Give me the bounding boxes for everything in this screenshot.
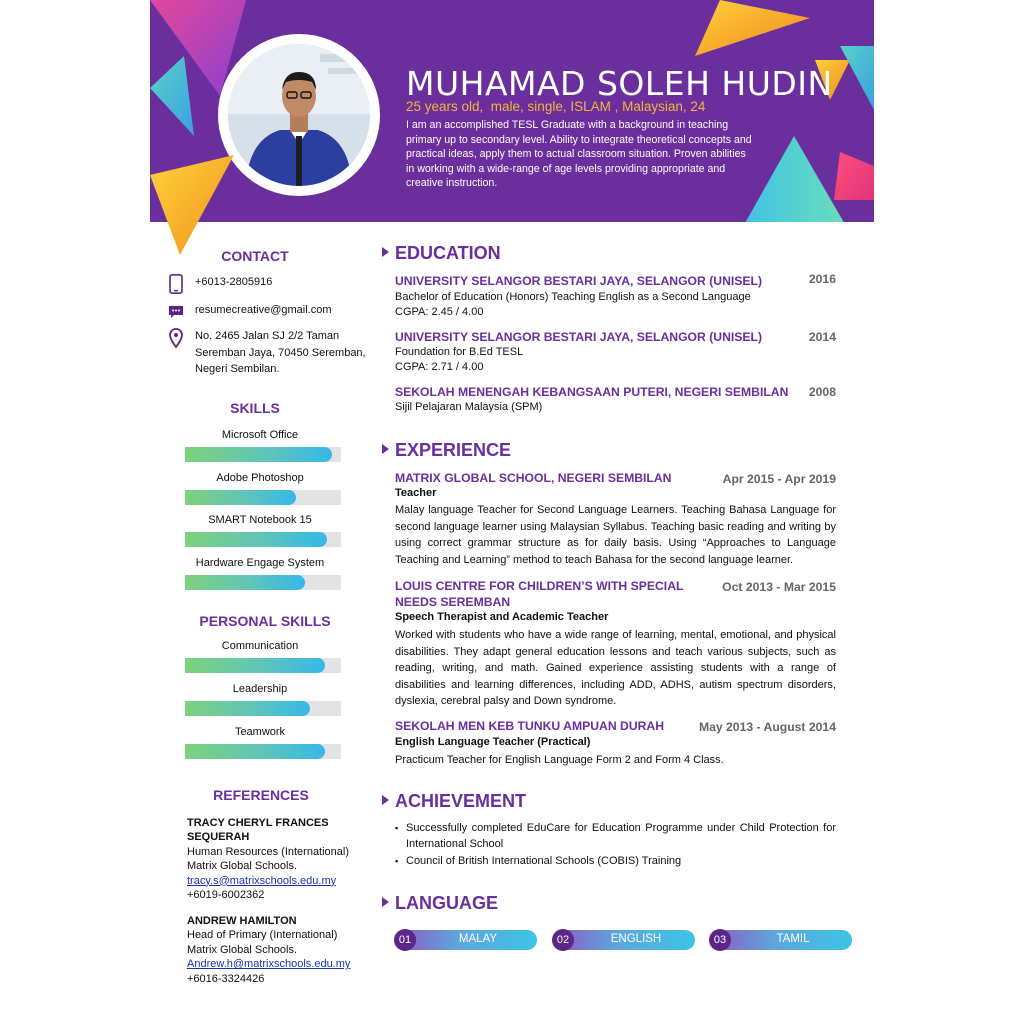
skill-bar <box>185 532 341 547</box>
experience-org: LOUIS CENTRE FOR CHILDREN’S WITH SPECIAL <box>395 579 684 593</box>
experience-org: MATRIX GLOBAL SCHOOL, NEGERI SEMBILAN <box>395 471 672 485</box>
language-number: 02 <box>552 929 574 951</box>
language-name: TAMIL <box>776 933 810 945</box>
education-detail: Foundation for B.Ed TESL <box>395 346 524 358</box>
experience-dates: Apr 2015 - Apr 2019 <box>722 472 836 486</box>
reference-org: Matrix Global Schools. <box>187 943 298 956</box>
education-detail: CGPA: 2.71 / 4.00 <box>395 361 484 373</box>
reference-name: TRACY CHERYL FRANCES SEQUERAH <box>187 817 329 844</box>
experience-org: SEKOLAH MEN KEB TUNKU AMPUAN DURAH <box>395 719 665 733</box>
skills-heading: SKILLS <box>230 400 280 416</box>
experience-role: Speech Therapist and Academic Teacher <box>395 611 609 623</box>
language-pill-english <box>553 930 695 950</box>
skill-bar <box>185 701 341 716</box>
experience-dates: Oct 2013 - Mar 2015 <box>722 580 836 594</box>
skill-bar-fill <box>185 532 327 547</box>
education-heading: EDUCATION <box>382 243 501 264</box>
location-pin-icon <box>168 328 184 348</box>
candidate-name: MUHAMAD SOLEH HUDIN <box>406 64 833 103</box>
skill-bar <box>185 447 341 462</box>
skill-bar-fill <box>185 490 296 505</box>
skill-bar <box>185 490 341 505</box>
experience-role: Teacher <box>395 487 437 499</box>
education-school: UNIVERSITY SELANGOR BESTARI JAYA, SELANGOR (UNISEL) <box>395 274 763 288</box>
skill-bar <box>185 575 341 590</box>
triangle-bullet-icon <box>382 795 389 805</box>
skill-bar-fill <box>185 575 305 590</box>
education-detail: Sijil Pelajaran Malaysia (SPM) <box>395 401 543 413</box>
language-name: MALAY <box>458 933 498 945</box>
profile-photo <box>228 44 370 186</box>
skill-bar <box>185 744 341 759</box>
email-address: resumecreative@gmail.com <box>195 304 332 316</box>
reference-name: ANDREW HAMILTON <box>187 915 297 927</box>
achievement-item: ▪ Council of British International Schools (COBIS) Training <box>395 853 836 869</box>
postal-address: No. 2465 Jalan SJ 2/2 Taman Seremban Jaya, 70450 Seremban, Negeri Sembilan. <box>195 330 366 375</box>
decor-triangle-orange <box>150 155 240 255</box>
reference-role: Human Resources (International) <box>187 845 350 858</box>
skill-label: Teamwork <box>234 726 286 738</box>
skill-bar-fill <box>185 701 310 716</box>
education-detail: Bachelor of Education (Honors) Teaching English as a Second Language <box>395 291 751 303</box>
achievement-heading: ACHIEVEMENT <box>382 791 526 812</box>
candidate-summary: I am an accomplished TESL Graduate with a background in teaching primary up to secondary level. Ability to integrate theoretical concepts and practical ideas, apply them to actual classroom situation. Proven abilities in working with a wide-range of age levels providing appropriate and creative instruction. <box>406 119 752 190</box>
experience-dates: May 2013 - August 2014 <box>698 720 836 734</box>
profile-photo-frame <box>220 36 378 194</box>
education-school: UNIVERSITY SELANGOR BESTARI JAYA, SELANGOR (UNISEL) <box>395 330 763 344</box>
skill-bar <box>185 658 341 673</box>
education-detail: CGPA: 2.45 / 4.00 <box>395 306 484 318</box>
language-number: 03 <box>709 929 731 951</box>
reference-item <box>187 816 367 902</box>
experience-description: Worked with students who have a wide range of learning, mental, emotional, and physical disabilities. They adapt general education lessons and teach various subjects, such as reading, writing, and math. Gained experience assisting students with a range of disabilities and learning differences, including ADD, ADHS, autism spectrum disorders, dyslexia, cerebral palsy and Down syndrome. <box>395 629 836 708</box>
skill-label: Microsoft Office <box>221 429 299 441</box>
reference-email-link[interactable]: tracy.s@matrixschools.edu.my <box>187 874 337 887</box>
resume-page <box>150 0 874 1024</box>
skill-bar-fill <box>185 447 332 462</box>
language-pill-tamil <box>710 930 852 950</box>
reference-item <box>187 914 367 986</box>
contact-heading: CONTACT <box>221 248 289 264</box>
reference-email-link[interactable]: Andrew.h@matrixschools.edu.my <box>187 958 351 971</box>
personal-skills-heading: PERSONAL SKILLS <box>199 613 331 629</box>
language-heading: LANGUAGE <box>382 893 498 914</box>
education-year: 2008 <box>808 385 836 399</box>
skill-label: Adobe Photoshop <box>216 471 304 484</box>
chat-icon <box>168 302 184 322</box>
achievement-list <box>395 820 836 869</box>
skill-label: Hardware Engage System <box>195 556 325 569</box>
experience-description: Malay language Teacher for Second Language Learners. Teaching Bahasa Language for second language learner using Malaysian Syllabus. Teaching basic reading and writing by using correct grammar structure as for daily basis. Using “Approaches to Language Teaching and Learning” method to teach Bahasa for the second language learner. <box>395 504 836 566</box>
person-illustration <box>228 44 370 186</box>
resume-header <box>150 0 874 222</box>
experience-org-line2: NEEDS SEREMBAN <box>395 595 511 609</box>
education-year: 2014 <box>808 330 836 344</box>
language-number: 01 <box>394 929 416 951</box>
language-name: ENGLISH <box>610 933 662 945</box>
candidate-details: 25 years old, male, single, ISLAM , Malaysian, 24 <box>406 99 706 114</box>
triangle-bullet-icon <box>382 897 389 907</box>
phone-icon <box>168 274 184 294</box>
triangle-bullet-icon <box>382 444 389 454</box>
skill-label: Communication <box>221 640 299 652</box>
reference-role: Head of Primary (International) <box>187 929 338 942</box>
triangle-bullet-icon <box>382 247 389 257</box>
experience-role: English Language Teacher (Practical) <box>395 736 591 748</box>
reference-org: Matrix Global Schools. <box>187 860 298 873</box>
phone-number: +6013-2805916 <box>195 276 273 288</box>
skill-label: Leadership <box>232 683 288 695</box>
education-school: SEKOLAH MENENGAH KEBANGSAAN PUTERI, NEGERI SEMBILAN <box>395 385 789 399</box>
skill-bar-fill <box>185 744 325 759</box>
skill-label: SMART Notebook 15 <box>208 514 312 526</box>
experience-description: Practicum Teacher for English Language Form 2 and Form 4 Class. <box>395 754 724 766</box>
education-year: 2016 <box>808 272 836 286</box>
references-heading: REFERENCES <box>213 787 309 803</box>
reference-phone: +6016-3324426 <box>187 972 265 985</box>
experience-heading: EXPERIENCE <box>382 440 511 461</box>
achievement-item: ▪ Successfully completed EduCare for Education Programme under Child Protection for International School <box>395 820 836 853</box>
reference-phone: +6019-6002362 <box>187 889 265 902</box>
language-pill-malay <box>395 930 537 950</box>
skill-bar-fill <box>185 658 325 673</box>
